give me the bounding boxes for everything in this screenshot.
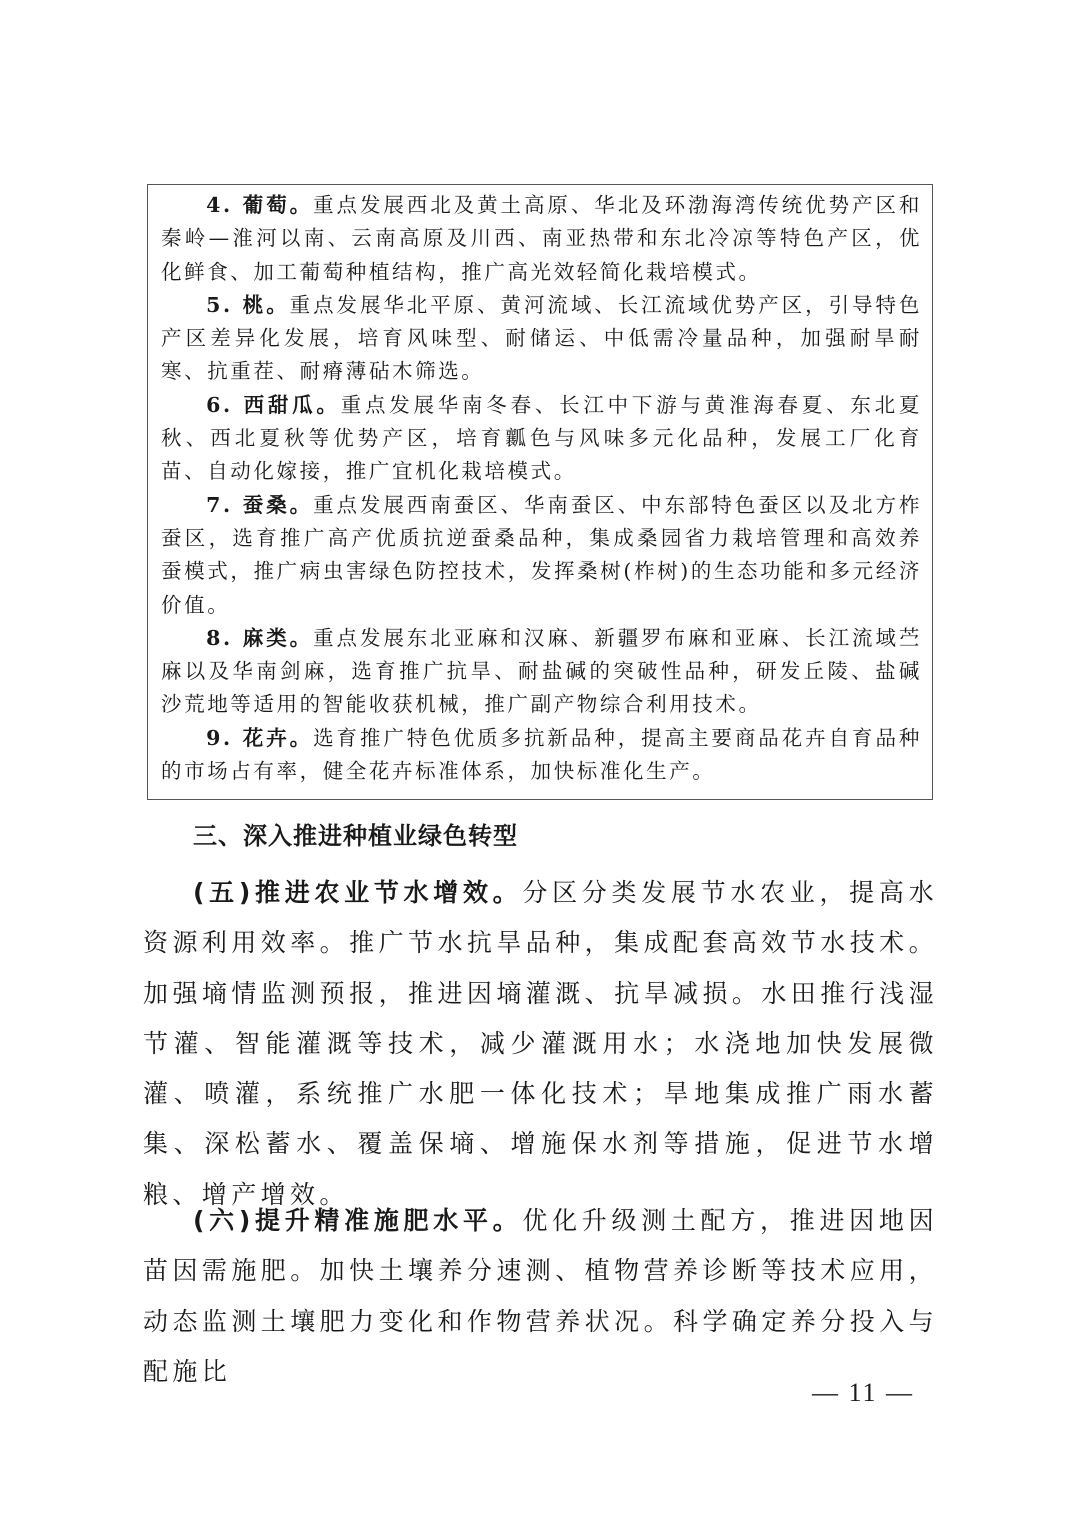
box-item-hemp [161,622,922,722]
box-item-text: 重点发展西北及黄土高原、华北及环渤海湾传统优势产区和秦岭—淮河以南、云南高原及川西、南亚热带和东北冷凉等特色产区，优化鲜食、加工葡萄种植结构，推广高光效轻简化栽培模式。 [161,193,923,284]
box-item-flowers [161,722,922,789]
box-item-heading: 7. 蚕桑。 [206,492,314,517]
box-item-heading: 6. 西甜瓜。 [206,392,341,417]
box-item-heading: 4. 葡萄。 [206,193,314,217]
highlight-box [147,184,933,800]
box-item-melon [161,389,922,489]
box-item-text: 选育推广特色优质多抗新品种，提高主要商品花卉自育品种的市场占有率，健全花卉标准体系，加快标准化生产。 [161,725,923,784]
box-item-silkworm [161,489,922,622]
paragraph-fertilization [143,1196,938,1397]
box-item-text: 重点发展西南蚕区、华南蚕区、中东部特色蚕区以及北方柞蚕区，选育推广高产优质抗逆蚕桑品种，集成桑园省力栽培管理和高效养蚕模式，推广病虫害绿色防控技术，发挥桑树(柞树)的生态功能和多元经济价值。 [161,492,923,617]
box-item-text: 重点发展东北亚麻和汉麻、新疆罗布麻和亚麻、长江流域苎麻以及华南剑麻，选育推广抗旱、耐盐碱的突破性品种，研发丘陵、盐碱沙荒地等适用的智能收获机械，推广副产物综合利用技术。 [161,625,923,717]
box-item-heading: 8. 麻类。 [206,625,314,650]
paragraph-heading: (五)推进农业节水增效。 [193,878,523,907]
box-item-text: 重点发展华南冬春、长江中下游与黄淮海春夏、东北夏秋、西北夏秋等优势产区，培育瓤色与风味多元化品种，发展工厂化育苗、自动化嫁接，推广宜机化栽培模式。 [161,392,922,484]
paragraph-text: 优化升级测土配方，推进因地因苗因需施肥。加快土壤养分速测、植物营养诊断等技术应用，动态监测土壤肥力变化和作物营养状况。科学确定养分投入与配施比 [143,1206,938,1386]
paragraph-heading: (六)提升精准施肥水平。 [193,1206,523,1235]
paragraph-text: 分区分类发展节水农业，提高水资源利用效率。推广节水抗旱品种，集成配套高效节水技术。加强墒情监测预报，推进因墒灌溉、抗旱减损。水田推行浅湿节灌、智能灌溉等技术，减少灌溉用水；水浇地加快发展微灌、喷灌，系统推广水肥一体化技术；旱地集成推广雨水蓄集、深松蓄水、覆盖保墒、增施保水剂等措施，促进节水增粮、增产增效。 [143,878,938,1209]
box-item-heading: 9. 花卉。 [206,725,314,750]
box-item-text: 重点发展华北平原、黄河流域、长江流域优势产区，引导特色产区差异化发展，培育风味型、耐储运、中低需冷量品种，加强耐旱耐寒、抗重茬、耐瘠薄砧木筛选。 [161,292,922,384]
section-title: 三、深入推进种植业绿色转型 [193,822,518,850]
box-item-peach [161,289,922,389]
page-number: — 11 — [812,1378,915,1407]
box-item-grape [161,189,922,289]
box-item-heading: 5. 桃。 [206,292,290,317]
paragraph-water-saving [143,868,938,1220]
